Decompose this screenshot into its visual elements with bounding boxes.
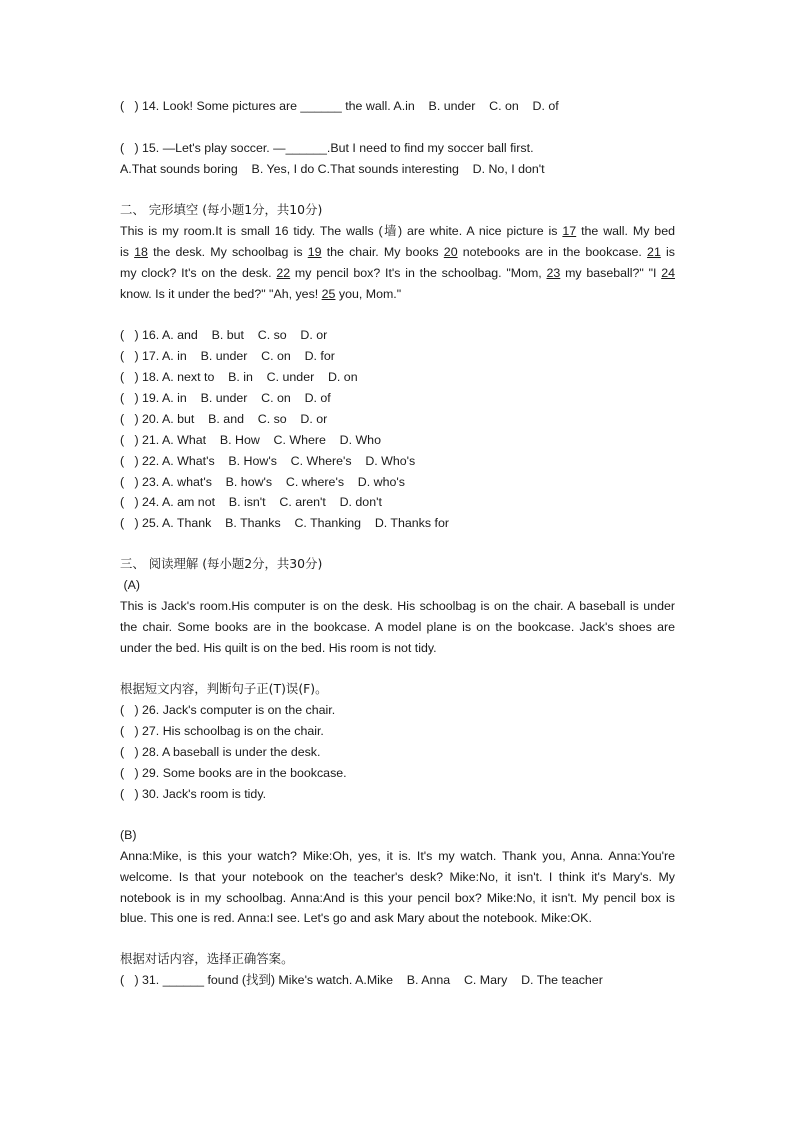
- passage-text: my pencil box? It's in the schoolbag. "Mom,: [290, 266, 547, 280]
- question-30: ( ) 30. Jack's room is tidy.: [120, 787, 267, 801]
- blank-22: 22: [276, 266, 291, 280]
- choice-16: ( ) 16. A. and B. but C. so D. or: [120, 328, 328, 342]
- choice-24: ( ) 24. A. am not B. isn't C. aren't D. don't: [120, 495, 382, 509]
- passage-text: my baseball?" "I: [560, 266, 662, 280]
- blank-25: 25: [321, 287, 336, 301]
- choice-21: ( ) 21. A. What B. How C. Where D. Who: [120, 433, 381, 447]
- blank-20: 20: [443, 245, 458, 259]
- blank-21: 21: [647, 245, 661, 259]
- question-29: ( ) 29. Some books are in the bookcase.: [120, 766, 347, 780]
- cloze-passage-line-2: [120, 243, 675, 261]
- dialogue-b-line-4: blue. This one is red. Anna:I see. Let's go and ask Mary about the notebook. Mike:OK.: [120, 911, 592, 925]
- passage-text: is: [660, 245, 675, 259]
- blank-24: 24: [661, 266, 675, 280]
- passage-text: is: [120, 245, 135, 259]
- dialogue-b-line-3: notebook is in my schoolbag. Anna:And is this your pencil box? Mike:No, it isn't. My pencil box is: [120, 891, 675, 905]
- passage-text: the desk. My schoolbag is: [147, 245, 308, 259]
- passage-text: the wall. My bed: [576, 224, 675, 238]
- dialogue-b-line-2: welcome. Is that your notebook on the teacher's desk? Mike:No, it isn't. I think it's Mary's. My: [120, 870, 675, 884]
- choice-19: ( ) 19. A. in B. under C. on D. of: [120, 391, 331, 405]
- choice-23: ( ) 23. A. what's B. how's C. where's D. who's: [120, 475, 405, 489]
- question-26: ( ) 26. Jack's computer is on the chair.: [120, 703, 336, 717]
- question-28: ( ) 28. A baseball is under the desk.: [120, 745, 321, 759]
- part-a-instruction: 根据短文内容，判断句子正(T)误(F)。: [120, 681, 328, 696]
- passage-text: notebooks are in the bookcase.: [457, 245, 648, 259]
- passage-text: my clock? It's on the desk.: [120, 266, 277, 280]
- part-b-instruction: 根据对话内容，选择正确答案。: [120, 951, 294, 966]
- cloze-passage-line-1: [120, 222, 675, 240]
- blank-23: 23: [546, 266, 561, 280]
- question-27: ( ) 27. His schoolbag is on the chair.: [120, 724, 324, 738]
- section-3-title: 三、 阅读理解 (每小题2分，共30分): [120, 556, 323, 571]
- passage-text: know. Is it under the bed?" "Ah, yes!: [120, 287, 322, 301]
- question-31: ( ) 31. ______ found (找到) Mike's watch. A.Mike B. Anna C. Mary D. The teacher: [120, 973, 603, 987]
- question-15: ( ) 15. —Let's play soccer. —______.But I need to find my soccer ball first.: [120, 141, 534, 155]
- passage-text: This is my room.It is small 16 tidy. The walls (墙) are white. A nice picture is: [120, 224, 563, 238]
- cloze-passage-line-4: [120, 285, 401, 303]
- question-15-options: A.That sounds boring B. Yes, I do C.That sounds interesting D. No, I don't: [120, 162, 545, 176]
- passage-text: you, Mom.": [335, 287, 402, 301]
- choice-18: ( ) 18. A. next to B. in C. under D. on: [120, 370, 358, 384]
- passage-a-line-1: This is Jack's room.His computer is on the desk. His schoolbag is on the chair. A baseball is under: [120, 599, 675, 613]
- blank-18: 18: [134, 245, 148, 259]
- passage-a-line-3: under the bed. His quilt is on the bed. His room is not tidy.: [120, 641, 437, 655]
- choice-20: ( ) 20. A. but B. and C. so D. or: [120, 412, 328, 426]
- choice-25: ( ) 25. A. Thank B. Thanks C. Thanking D. Thanks for: [120, 516, 449, 530]
- passage-a-line-2: the chair. Some books are in the bookcase. A model plane is on the bookcase. Jack's shoes are: [120, 620, 675, 634]
- blank-17: 17: [562, 224, 577, 238]
- blank-19: 19: [307, 245, 322, 259]
- section-2-title: 二、 完形填空 (每小题1分，共10分): [120, 202, 323, 217]
- passage-text: the chair. My books: [321, 245, 444, 259]
- cloze-passage-line-3: [120, 264, 675, 282]
- part-b-label: (B): [120, 828, 137, 842]
- question-14: ( ) 14. Look! Some pictures are ______ the wall. A.in B. under C. on D. of: [120, 99, 559, 113]
- dialogue-b-line-1: Anna:Mike, is this your watch? Mike:Oh, yes, it is. It's my watch. Thank you, Anna. Anna:You're: [120, 849, 675, 863]
- choice-17: ( ) 17. A. in B. under C. on D. for: [120, 349, 335, 363]
- part-a-label: (A): [120, 578, 140, 592]
- choice-22: ( ) 22. A. What's B. How's C. Where's D. Who's: [120, 454, 416, 468]
